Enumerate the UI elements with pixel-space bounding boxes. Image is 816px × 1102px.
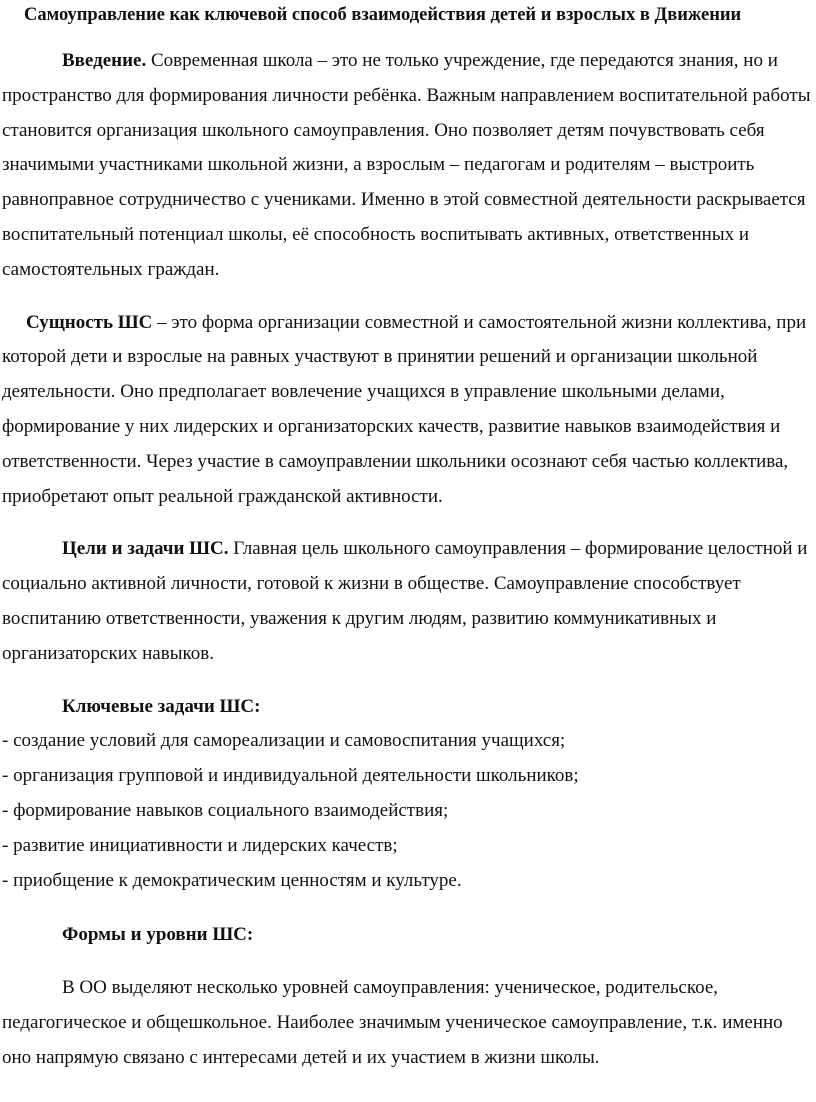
intro-heading: Введение. [62, 50, 147, 71]
key-tasks-heading: Ключевые задачи ШС: [62, 695, 261, 717]
essence-paragraph [2, 306, 812, 515]
document-title: Самоуправление как ключевой способ взаимодействия детей и взрослых в Движении [24, 5, 742, 25]
intro-paragraph [2, 44, 812, 288]
intro-text: Современная школа – это не только учреждение, где передаются знания, но и пространство для формирования личности ребёнка. Важным направлением воспитательной работы становится организация школьного самоуправления. Оно позволяет детям почувствовать себя значимыми участниками школьной жизни, а взрослым – педагогам и родителям – выстроить равноправное сотрудничество с учениками. Именно в этой совместной деятельности раскрывается воспитательный потенциал школы, её способность воспитывать активных, ответственных и самостоятельных граждан. [2, 50, 811, 280]
goals-text: Главная цель школьного самоуправления – формирование целостной и социально активной личности, готовой к жизни в обществе. Самоуправление способствует воспитанию ответственности, уважения к другим людям, развитию коммуникативных и организаторских навыков. [2, 538, 808, 664]
list-item: - создание условий для самореализации и самовоспитания учащихся; [2, 730, 566, 752]
forms-heading: Формы и уровни ШС: [62, 924, 254, 946]
list-item: - формирование навыков социального взаимодействия; [2, 799, 449, 821]
list-item: - развитие инициативности и лидерских качеств; [2, 834, 398, 856]
list-item: - организация групповой и индивидуальной деятельности школьников; [2, 765, 579, 787]
forms-paragraph: В ОО выделяют несколько уровней самоуправления: ученическое, родительское, педагогическое и общешкольное. Наиболее значимым ученическое самоуправление, т.к. именно оно напрямую связано с интересами детей и их участием в жизни школы. [2, 977, 783, 1068]
goals-heading: Цели и задачи ШС. [62, 538, 229, 560]
essence-heading: Сущность ШС [26, 311, 153, 333]
list-item: - приобщение к демократическим ценностям и культуре. [2, 869, 462, 891]
key-tasks-list [2, 724, 812, 898]
goals-paragraph [2, 532, 812, 671]
essence-text: – это форма организации совместной и самостоятельной жизни коллектива, при которой дети и взрослые на равных участвуют в принятии решений и организации школьной деятельности. Оно предполагает вовлечение учащихся в управление школьными делами, формирование у них лидерских и организаторских качеств, развитие навыков взаимодействия и ответственности. Через участие в самоуправлении школьники осознают себя частью коллектива, приобретают опыт реальной гражданской активности. [2, 311, 807, 507]
